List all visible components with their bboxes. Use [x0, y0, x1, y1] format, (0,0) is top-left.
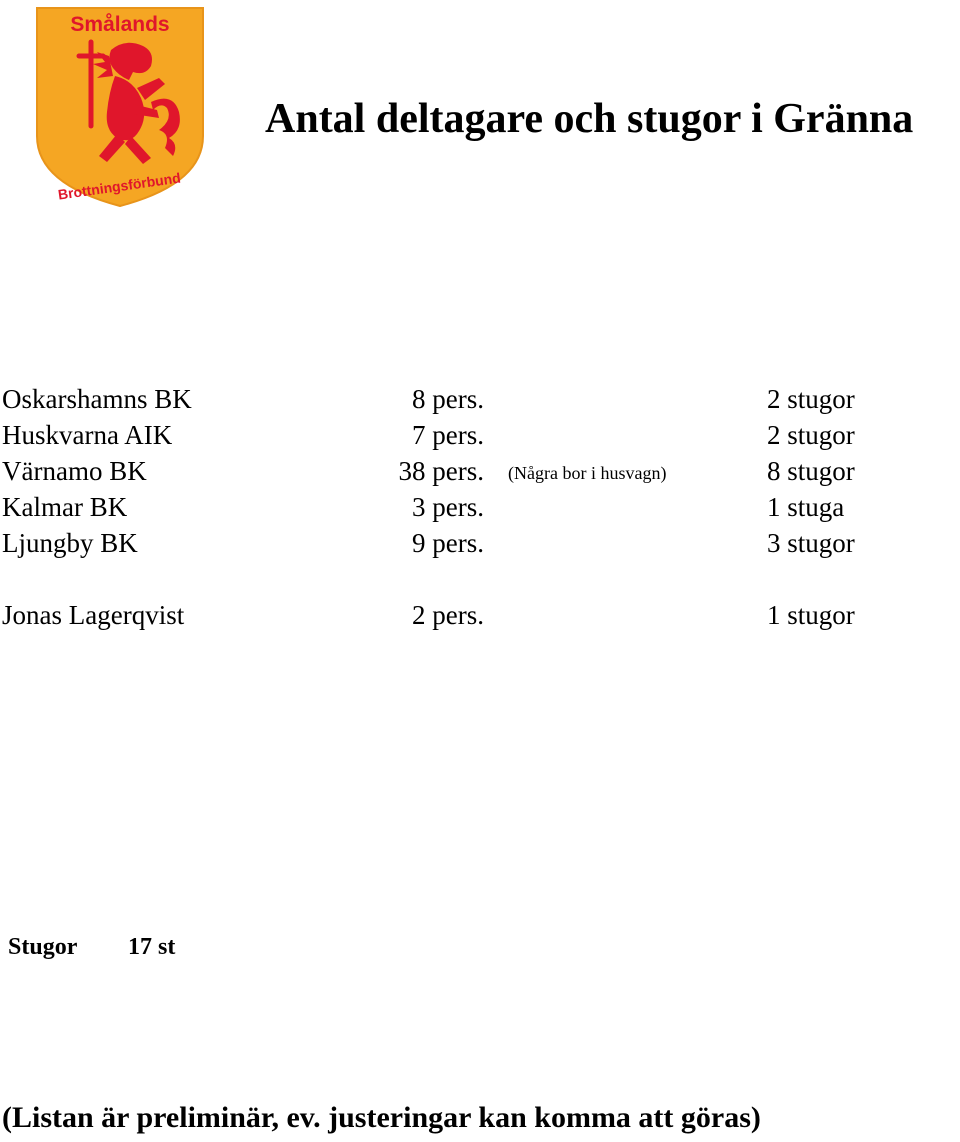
club-name: Kalmar BK [2, 492, 128, 522]
cabin-total [8, 934, 176, 961]
list-item [0, 453, 960, 489]
club-name: Oskarshamns BK [2, 384, 192, 414]
list-item [0, 597, 960, 633]
cabin-count: 1 stuga [767, 492, 845, 522]
participant-count: 3 pers. [412, 492, 484, 522]
list-item [0, 417, 960, 453]
page-title: Antal deltagare och stugor i Gränna [265, 96, 914, 142]
list-item [0, 489, 960, 525]
cabin-total-label: Stugor [8, 934, 78, 960]
smalands-brottningsforbund-logo [33, 6, 207, 210]
cabin-count: 8 stugor [767, 456, 855, 486]
participant-count: 8 pers. [412, 384, 484, 414]
club-name: Värnamo BK [2, 456, 147, 486]
row-note: (Några bor i husvagn) [508, 463, 667, 483]
cabin-count: 3 stugor [767, 528, 855, 558]
club-name: Huskvarna AIK [2, 420, 173, 450]
cabin-total-value: 17 st [128, 934, 176, 960]
participant-count: 7 pers. [412, 420, 484, 450]
club-name: Jonas Lagerqvist [2, 600, 185, 630]
cabin-count: 1 stugor [767, 600, 855, 630]
participant-count: 9 pers. [412, 528, 484, 558]
preliminary-note: (Listan är preliminär, ev. justeringar kan komma att göras) [2, 1101, 761, 1134]
logo-top-text: Smålands [70, 13, 170, 36]
list-item [0, 525, 960, 561]
participant-count: 2 pers. [412, 600, 484, 630]
list-item [0, 381, 960, 417]
logo-bottom-text: Brottningsförbund [56, 169, 182, 203]
participant-count: 38 pers. [398, 456, 484, 486]
club-name: Ljungby BK [2, 528, 138, 558]
cabin-count: 2 stugor [767, 384, 855, 414]
cabin-count: 2 stugor [767, 420, 855, 450]
